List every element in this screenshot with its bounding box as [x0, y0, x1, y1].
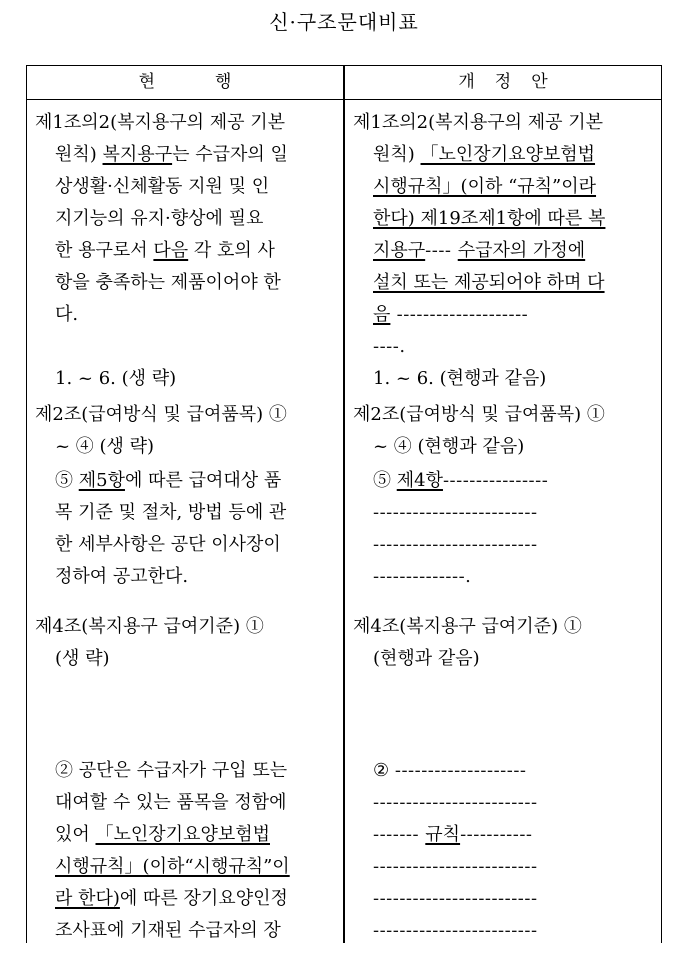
revised-text-line: [373, 144, 595, 166]
provision-text: ⑤: [373, 470, 397, 491]
unchanged-placeholder-dashes: -------------------------: [373, 792, 538, 813]
revised-text-line: [373, 368, 546, 390]
document-title: 신·구조문대비표: [269, 10, 419, 34]
provision-text: 제2조(급여방식 및 급여품목) ①: [353, 404, 605, 425]
revised-text-line: [353, 616, 582, 638]
provision-text: ~ ④ (생 략): [55, 436, 155, 457]
underlined-amendment-text: 「노인장기요양보험법: [95, 824, 270, 845]
current-text-line: [55, 436, 154, 458]
provision-text: 다.: [55, 304, 79, 325]
unchanged-placeholder-dashes: -------: [373, 824, 426, 845]
current-text-line: [35, 616, 264, 638]
comparison-table: [26, 65, 662, 943]
current-text-line: [55, 502, 286, 524]
current-text-line: [55, 566, 188, 588]
underlined-amendment-text: 시행규칙」(이하 “규칙”이라: [373, 176, 597, 197]
revised-text-line: [373, 272, 605, 294]
underlined-amendment-text: 제4항: [396, 470, 443, 491]
current-text-line: [55, 534, 281, 556]
provision-text: (현행과 같음): [373, 648, 480, 669]
provision-text: 지기능의 유지·향상에 필요: [55, 208, 264, 229]
revised-text-line: [373, 824, 532, 846]
unchanged-placeholder-dashes: -------------------------: [373, 502, 538, 523]
current-text-line: [35, 404, 287, 426]
provision-text: 있어: [55, 824, 96, 845]
provision-text: 제4조(복지용구 급여기준) ①: [353, 616, 582, 637]
revised-text-line: [373, 534, 538, 556]
provision-text: 대여할 수 있는 품목을 정함에: [55, 792, 287, 813]
unchanged-placeholder-dashes: -------------------------: [373, 888, 538, 909]
underlined-amendment-text: 한다) 제19조제1항에 따른 복: [373, 208, 606, 229]
underlined-amendment-text: 지용구: [373, 240, 426, 261]
revised-text-line: [373, 856, 538, 878]
provision-text: 제4조(복지용구 급여기준) ①: [35, 616, 264, 637]
revised-text-line: [373, 208, 605, 230]
table-header-row: [27, 66, 661, 100]
revised-text-line: [373, 470, 548, 492]
unchanged-placeholder-dashes: --------------.: [373, 566, 472, 587]
underlined-amendment-text: 다음: [153, 240, 189, 261]
revised-text-line: [373, 176, 596, 198]
current-text-line: [55, 304, 78, 326]
current-text-line: [55, 240, 275, 262]
unchanged-placeholder-dashes: -------------------------: [373, 534, 538, 555]
revised-text-line: [373, 566, 471, 588]
current-text-line: [55, 760, 287, 782]
provision-text: ⑤: [55, 470, 79, 491]
provision-text: 목 기준 및 절차, 방법 등에 관: [55, 502, 287, 523]
current-text-line: [55, 176, 269, 198]
provision-text: 제1조의2(복지용구의 제공 기본: [35, 112, 286, 133]
provision-text: 상생활·신체활동 지원 및 인: [55, 176, 270, 197]
provision-text: 1. ~ 6. (현행과 같음): [373, 368, 547, 389]
underlined-amendment-text: 복지용구: [102, 144, 173, 165]
provision-text: 에 따른 급여대상 품: [124, 470, 282, 491]
provision-text: ②: [373, 760, 395, 781]
provision-text: 에 따른 장기요양인정: [119, 888, 288, 909]
provision-text: 각 호의 사: [188, 240, 275, 261]
provision-text: ② 공단은 수급자가 구입 또는: [55, 760, 288, 781]
current-text-line: [55, 792, 287, 814]
underlined-amendment-text: 「노인장기요양보험법: [420, 144, 596, 165]
current-text-line: [55, 888, 288, 910]
unchanged-placeholder-dashes: --------------------: [390, 304, 529, 325]
current-text-line: [55, 824, 270, 846]
revised-text-line: [373, 502, 538, 524]
revised-text-line: [373, 792, 538, 814]
unchanged-placeholder-dashes: -------------------------: [373, 856, 538, 877]
underlined-amendment-text: 설치 또는 제공되어야 하며 다: [373, 272, 605, 293]
provision-text: 항을 충족하는 제품이어야 한: [55, 272, 281, 293]
unchanged-placeholder-dashes: --------------------: [394, 760, 527, 781]
provision-text: 한 용구로서: [55, 240, 154, 261]
revised-text-line: [373, 240, 585, 262]
current-text-line: [55, 856, 290, 878]
current-text-line: [35, 112, 285, 134]
provision-text: ~ ④ (현행과 같음): [373, 436, 525, 457]
underlined-amendment-text: 규칙: [425, 824, 461, 845]
current-text-line: [55, 470, 281, 492]
current-text-line: [55, 144, 288, 166]
unchanged-placeholder-dashes: ----------------: [442, 470, 549, 491]
current-text-line: [55, 920, 281, 942]
provision-text: 제2조(급여방식 및 급여품목) ①: [35, 404, 287, 425]
revised-text-line: [373, 336, 406, 358]
header-current: 현행: [138, 72, 292, 92]
revised-text-line: [353, 404, 605, 426]
provision-text: 1. ~ 6. (생 략): [55, 368, 177, 389]
revised-text-line: [373, 888, 538, 910]
provision-text: 원칙): [55, 144, 103, 165]
header-revised: 개정안: [458, 72, 568, 92]
revised-text-line: [353, 112, 603, 134]
column-divider: [343, 66, 345, 943]
provision-text: 정하여 공고한다.: [55, 566, 189, 587]
underlined-amendment-text: 라 한다): [55, 888, 120, 909]
underlined-amendment-text: 수급자의 가정에: [457, 240, 586, 261]
revised-text-line: [373, 304, 528, 326]
provision-text: 는 수급자의 일: [172, 144, 288, 165]
underlined-amendment-text: 음: [373, 304, 391, 325]
current-text-line: [55, 648, 110, 670]
revised-text-line: [373, 920, 538, 942]
underlined-amendment-text: 제5항: [78, 470, 125, 491]
provision-text: (생 략): [55, 648, 110, 669]
provision-text: 원칙): [373, 144, 421, 165]
current-text-line: [55, 368, 176, 390]
provision-text: 조사표에 기재된 수급자의 장: [55, 920, 281, 941]
unchanged-placeholder-dashes: ----: [425, 240, 458, 261]
unchanged-placeholder-dashes: ----.: [373, 336, 406, 357]
revised-text-line: [373, 760, 527, 782]
current-text-line: [55, 208, 263, 230]
unchanged-placeholder-dashes: -----------: [460, 824, 533, 845]
revised-text-line: [373, 436, 524, 458]
provision-text: 제1조의2(복지용구의 제공 기본: [353, 112, 604, 133]
current-text-line: [55, 272, 281, 294]
provision-text: 한 세부사항은 공단 이사장이: [55, 534, 281, 555]
revised-text-line: [373, 648, 480, 670]
underlined-amendment-text: 시행규칙」(이하“시행규칙”이: [55, 856, 290, 877]
unchanged-placeholder-dashes: -------------------------: [373, 920, 538, 941]
